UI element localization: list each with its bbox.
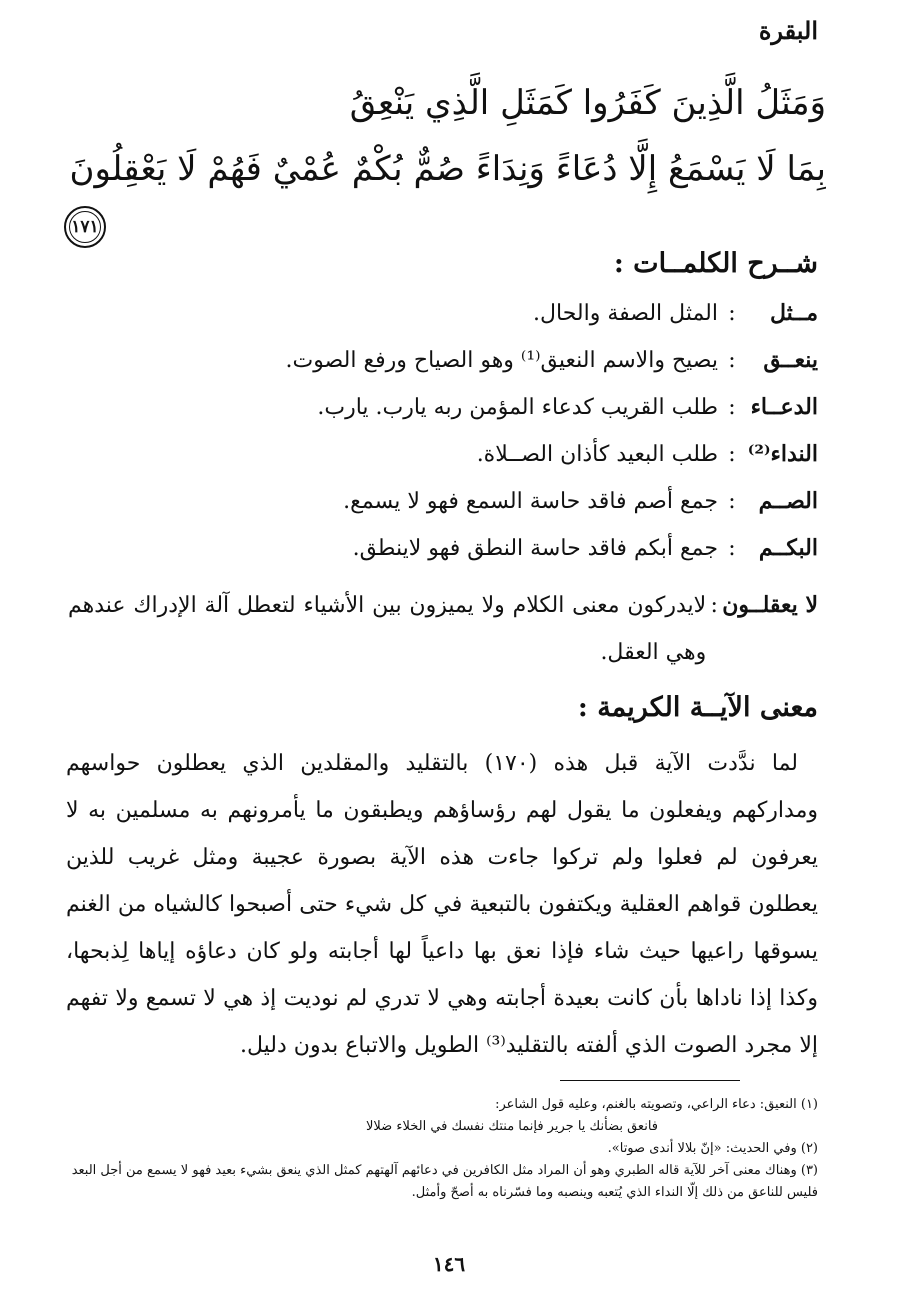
glossary-definition: طلب البعيد كأذان الصــلاة. — [476, 442, 718, 467]
glossary-row — [68, 300, 818, 347]
word-glossary — [68, 300, 818, 676]
glossary-separator: : — [728, 395, 736, 420]
glossary-term: ينعــق — [763, 347, 818, 373]
glossary-term: لا يعقلــون — [722, 592, 818, 618]
footnotes — [66, 1094, 818, 1204]
glossary-term: الدعــاء — [750, 394, 818, 420]
glossary-row — [68, 441, 818, 488]
footnote-2: (٢) وفي الحديث: «إنّ بلالا أندى صوتا». — [607, 1141, 818, 1156]
glossary-row — [68, 488, 818, 535]
page-number: ١٤٦ — [432, 1252, 466, 1276]
glossary-row — [68, 347, 818, 394]
footnote-divider — [560, 1080, 740, 1081]
glossary-term: النداء⁽²⁾ — [747, 441, 818, 467]
glossary-separator: : — [728, 442, 736, 467]
glossary-term: مــثل — [770, 300, 818, 326]
glossary-row — [68, 535, 818, 582]
glossary-separator: : — [728, 536, 736, 561]
quran-verse — [56, 70, 826, 202]
glossary-term: الصــم — [758, 488, 818, 514]
glossary-separator: : — [710, 593, 718, 618]
glossary-definition: لايدركون معنى الكلام ولا يميزون بين الأشياء لتعطل آلة الإدراك عندهم وهي العقل. — [68, 593, 707, 665]
glossary-definition: طلب القريب كدعاء المؤمن ربه يارب. يارب. — [317, 395, 718, 420]
meaning-paragraph: لما ندَّدت الآية قبل هذه (١٧٠) بالتقليد والمقلدين الذي يعطلون حواسهم ومداركهم ويفعلون ما يقول لهم رؤساؤهم ويطبقون ما يأمرونهم به مسلمين به لا يعرفون لم فعلوا ولم تركوا جاءت هذه الآية بصورة عجيبة ومثل غريب للذين يعطلون قواهم العقلية ويكتفون بالتبعية في كل شيء حتى أصبحوا كالشياه من الغنم يسوقها راعيها حيث شاء فإذا نعق بها داعياً لها أجابته ولو كان دعاؤه إياها لِذبحها، وكذا إذا ناداها بأن كانت بعيدة أجابته وهي لا تدري لم نوديت إذ هي لا تسمع ولا تفهم إلا مجرد الصوت الذي ألفته بالتقليد⁽³⁾ الطويل والاتباع بدون دليل. — [66, 751, 818, 1058]
glossary-definition: يصيح والاسم النعيق⁽¹⁾ وهو الصياح ورفع الصوت. — [285, 348, 718, 373]
glossary-separator: : — [728, 301, 736, 326]
ayah-number: ١٧١ — [71, 217, 99, 237]
footnote-1-poem: فانعق بضأنك يا جرير فإنما منتك نفسك في الخلاء ضلالا — [366, 1119, 658, 1134]
verse-line-2: بِمَا لَا يَسْمَعُ إِلَّا دُعَاءً وَنِدَاءً صُمٌّ بُكْمٌ عُمْيٌ فَهُمْ لَا يَعْقِلُونَ — [69, 149, 826, 189]
glossary-term: البكــم — [758, 535, 818, 561]
surah-name: البقرة — [758, 16, 818, 45]
footnote-1: (١) النعيق: دعاء الراعي، وتصويته بالغنم، وعليه قول الشاعر: — [495, 1097, 818, 1112]
glossary-definition: المثل الصفة والحال. — [533, 301, 718, 326]
glossary-definition: جمع أصم فاقد حاسة السمع فهو لا يسمع. — [343, 489, 718, 514]
glossary-row — [68, 582, 818, 676]
glossary-definition: جمع أبكم فاقد حاسة النطق فهو لاينطق. — [352, 536, 718, 561]
verse-line-1: وَمَثَلُ الَّذِينَ كَفَرُوا كَمَثَلِ الَّذِي يَنْعِقُ — [349, 83, 826, 123]
footnote-3: (٣) وهناك معنى آخر للآية قاله الطبري وهو أن المراد مثل الكافرين في دعائهم آلهتهم كمثل الذي ينعق بشيء بعيد فهو لا يسمع من أجل البعد فليس للناعق من ذلك إلّا النداء الذي يُتعبه وينصبه وما فسّرناه به أصحّ وأمثل. — [71, 1163, 818, 1200]
glossary-row — [68, 394, 818, 441]
words-section-title: شــرح الكلمــات : — [613, 248, 818, 279]
meaning-section-title: معنى الآيــة الكريمة : — [577, 692, 818, 723]
ayah-number-marker — [64, 206, 106, 248]
glossary-separator: : — [728, 489, 736, 514]
glossary-separator: : — [728, 348, 736, 373]
